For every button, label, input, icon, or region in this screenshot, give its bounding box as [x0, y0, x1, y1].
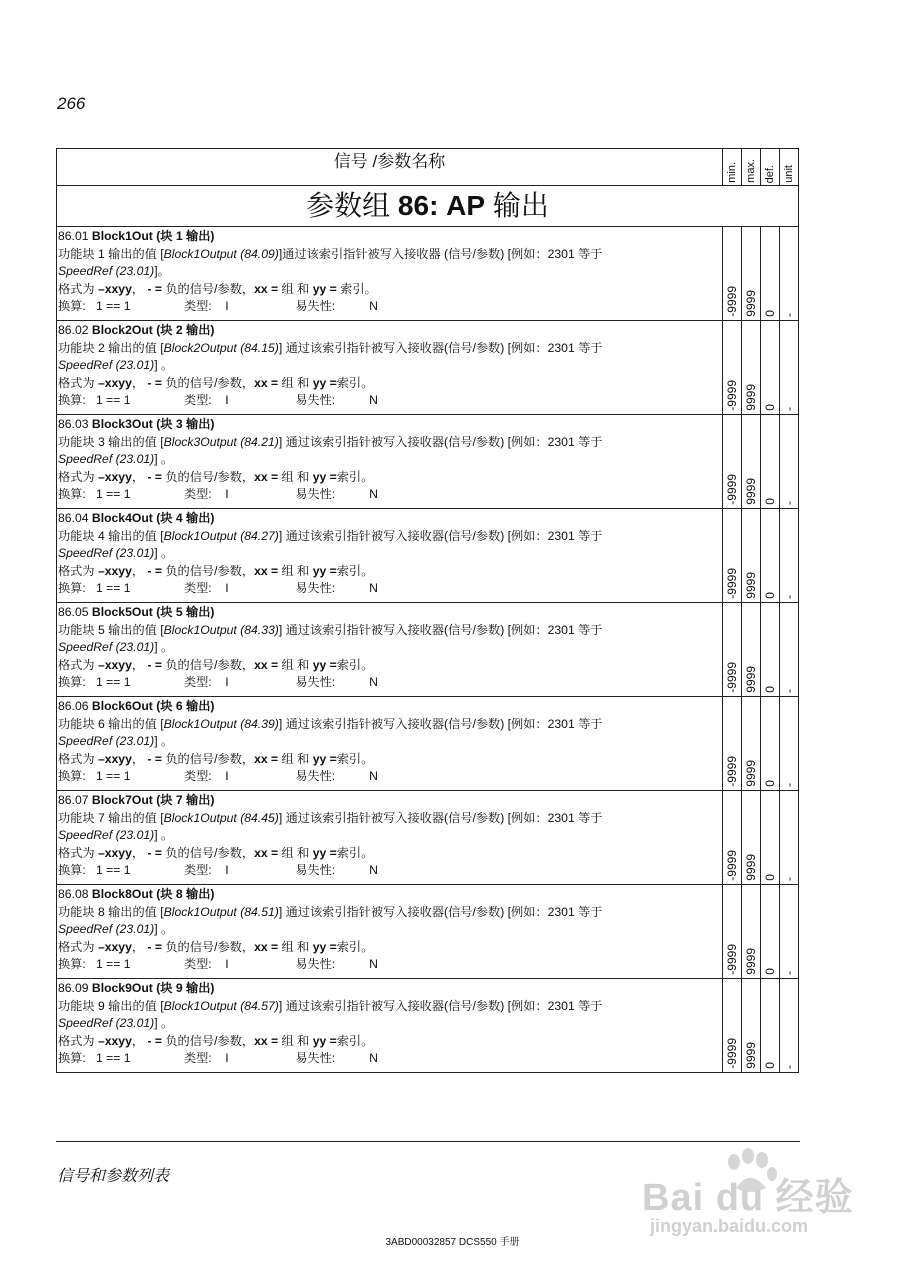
- param-description-cell: [57, 885, 723, 979]
- param-max-cell: 9999: [742, 321, 761, 415]
- param-attrs-line: 换算: 1 == 1 类型: I 易失性: N: [58, 957, 378, 972]
- param-min-cell: -9999: [723, 321, 742, 415]
- footer-section-title: 信号和参数列表: [57, 1168, 170, 1185]
- param-unit-cell: -: [780, 885, 799, 979]
- param-desc-line1: 功能块 9 输出的值 [Block1Output (84.57)] 通过该索引指针被写入接收器(信号/参数) [例如：2301 等于: [58, 998, 603, 1013]
- param-attrs-line: 换算: 1 == 1 类型: I 易失性: N: [58, 581, 378, 596]
- param-title: 86.01 Block1Out (块 1 输出): [58, 229, 215, 243]
- param-attrs-line: 换算: 1 == 1 类型: I 易失性: N: [58, 675, 378, 690]
- footer-doc-id: 3ABD00032857 DCS550 手册: [385, 1237, 520, 1248]
- param-row: [57, 415, 799, 509]
- param-desc-line1: 功能块 6 输出的值 [Block1Output (84.39)] 通过该索引指针被写入接收器(信号/参数) [例如：2301 等于: [58, 716, 603, 731]
- param-desc-line2: SpeedRef (23.01)] 。: [58, 734, 174, 749]
- param-description-cell: [57, 415, 723, 509]
- param-max-cell: 9999: [742, 697, 761, 791]
- param-max-cell: 9999: [742, 979, 761, 1073]
- param-desc-line1: 功能块 5 输出的值 [Block1Output (84.33)] 通过该索引指针被写入接收器(信号/参数) [例如：2301 等于: [58, 622, 603, 637]
- param-description-cell: [57, 603, 723, 697]
- param-desc-line2: SpeedRef (23.01)] 。: [58, 922, 174, 937]
- param-title: 86.04 Block4Out (块 4 输出): [58, 511, 215, 525]
- param-max-cell: 9999: [742, 227, 761, 321]
- watermark-url: jingyan.baidu.com: [650, 1216, 809, 1236]
- param-max-cell: 9999: [742, 415, 761, 509]
- param-min-cell: -9999: [723, 979, 742, 1073]
- param-def-cell: 0: [761, 885, 780, 979]
- param-desc-line1: 功能块 1 输出的值 [Block1Output (84.09)]通过该索引指针被写入接收器 (信号/参数) [例如：2301 等于: [58, 246, 603, 261]
- page-number: 266: [57, 94, 86, 113]
- param-row: [57, 321, 799, 415]
- param-max-cell: 9999: [742, 791, 761, 885]
- param-title: 86.09 Block9Out (块 9 输出): [58, 981, 215, 995]
- param-attrs-line: 换算: 1 == 1 类型: I 易失性: N: [58, 299, 378, 314]
- param-def-cell: 0: [761, 791, 780, 885]
- header-min: min.: [723, 149, 742, 186]
- param-attrs-line: 换算: 1 == 1 类型: I 易失性: N: [58, 863, 378, 878]
- param-max-cell: 9999: [742, 603, 761, 697]
- param-attrs-line: 换算: 1 == 1 类型: I 易失性: N: [58, 487, 378, 502]
- param-unit-cell: -: [780, 227, 799, 321]
- param-max-cell: 9999: [742, 509, 761, 603]
- param-desc-line1: 功能块 2 输出的值 [Block2Output (84.15)] 通过该索引指针被写入接收器(信号/参数) [例如：2301 等于: [58, 340, 603, 355]
- param-attrs-line: 换算: 1 == 1 类型: I 易失性: N: [58, 393, 378, 408]
- param-unit-cell: -: [780, 603, 799, 697]
- param-unit-cell: -: [780, 321, 799, 415]
- param-desc-line1: 功能块 7 输出的值 [Block1Output (84.45)] 通过该索引指针被写入接收器(信号/参数) [例如：2301 等于: [58, 810, 603, 825]
- param-def-cell: 0: [761, 321, 780, 415]
- param-description-cell: [57, 509, 723, 603]
- param-min-cell: -9999: [723, 603, 742, 697]
- param-min-cell: -9999: [723, 885, 742, 979]
- param-desc-line2: SpeedRef (23.01)] 。: [58, 452, 174, 467]
- param-description-cell: [57, 979, 723, 1073]
- param-row: [57, 227, 799, 321]
- header-unit: unit: [780, 149, 799, 186]
- param-description-cell: [57, 227, 723, 321]
- param-row: [57, 697, 799, 791]
- param-title: 86.05 Block5Out (块 5 输出): [58, 605, 215, 619]
- param-row: [57, 603, 799, 697]
- param-desc-line2: SpeedRef (23.01)] 。: [58, 1016, 174, 1031]
- param-unit-cell: -: [780, 509, 799, 603]
- param-format-line: 格式为 –xxyy， - = 负的信号/参数，xx = 组 和 yy =索引。: [58, 845, 374, 860]
- param-format-line: 格式为 –xxyy， - = 负的信号/参数，xx = 组 和 yy =索引。: [58, 563, 374, 578]
- param-format-line: 格式为 –xxyy， - = 负的信号/参数，xx = 组 和 yy = 索引。: [58, 281, 377, 296]
- param-title: 86.06 Block6Out (块 6 输出): [58, 699, 215, 713]
- param-row: [57, 885, 799, 979]
- param-unit-cell: -: [780, 697, 799, 791]
- param-def-cell: 0: [761, 227, 780, 321]
- param-unit-cell: -: [780, 791, 799, 885]
- param-min-cell: -9999: [723, 791, 742, 885]
- param-format-line: 格式为 –xxyy， - = 负的信号/参数，xx = 组 和 yy =索引。: [58, 939, 374, 954]
- param-unit-cell: -: [780, 415, 799, 509]
- param-desc-line2: SpeedRef (23.01)] 。: [58, 640, 174, 655]
- param-min-cell: -9999: [723, 509, 742, 603]
- param-min-cell: -9999: [723, 697, 742, 791]
- param-def-cell: 0: [761, 979, 780, 1073]
- param-def-cell: 0: [761, 697, 780, 791]
- param-desc-line1: 功能块 4 输出的值 [Block1Output (84.27)] 通过该索引指针被写入接收器(信号/参数) [例如：2301 等于: [58, 528, 603, 543]
- param-desc-line1: 功能块 8 输出的值 [Block1Output (84.51)] 通过该索引指针被写入接收器(信号/参数) [例如：2301 等于: [58, 904, 603, 919]
- group-title-row: [57, 186, 799, 227]
- param-title: 86.07 Block7Out (块 7 输出): [58, 793, 215, 807]
- param-title: 86.08 Block8Out (块 8 输出): [58, 887, 215, 901]
- param-min-cell: -9999: [723, 227, 742, 321]
- group-title: 参数组 86: AP 输出: [57, 186, 799, 227]
- parameter-table: [56, 148, 799, 1073]
- param-row: [57, 979, 799, 1073]
- param-description-cell: [57, 791, 723, 885]
- param-min-cell: -9999: [723, 415, 742, 509]
- param-title: 86.02 Block2Out (块 2 输出): [58, 323, 215, 337]
- param-format-line: 格式为 –xxyy， - = 负的信号/参数，xx = 组 和 yy =索引。: [58, 469, 374, 484]
- param-row: [57, 791, 799, 885]
- header-title: 信号 /参数名称: [57, 149, 723, 186]
- header-max: max.: [742, 149, 761, 186]
- footer-divider: [56, 1141, 800, 1142]
- param-def-cell: 0: [761, 603, 780, 697]
- param-attrs-line: 换算: 1 == 1 类型: I 易失性: N: [58, 1051, 378, 1066]
- param-format-line: 格式为 –xxyy， - = 负的信号/参数，xx = 组 和 yy =索引。: [58, 375, 374, 390]
- header-def: def.: [761, 149, 780, 186]
- param-desc-line2: SpeedRef (23.01)]。: [58, 264, 170, 279]
- param-def-cell: 0: [761, 415, 780, 509]
- param-title: 86.03 Block3Out (块 3 输出): [58, 417, 215, 431]
- param-desc-line2: SpeedRef (23.01)] 。: [58, 358, 174, 373]
- param-row: [57, 509, 799, 603]
- table-header-row: [57, 149, 799, 186]
- param-def-cell: 0: [761, 509, 780, 603]
- param-unit-cell: -: [780, 979, 799, 1073]
- param-attrs-line: 换算: 1 == 1 类型: I 易失性: N: [58, 769, 378, 784]
- param-desc-line1: 功能块 3 输出的值 [Block3Output (84.21)] 通过该索引指针被写入接收器(信号/参数) [例如：2301 等于: [58, 434, 603, 449]
- param-desc-line2: SpeedRef (23.01)] 。: [58, 546, 174, 561]
- param-description-cell: [57, 321, 723, 415]
- param-description-cell: [57, 697, 723, 791]
- watermark-logo: Bai du 经验: [642, 1177, 854, 1219]
- param-format-line: 格式为 –xxyy， - = 负的信号/参数，xx = 组 和 yy =索引。: [58, 751, 374, 766]
- param-max-cell: 9999: [742, 885, 761, 979]
- param-desc-line2: SpeedRef (23.01)] 。: [58, 828, 174, 843]
- param-format-line: 格式为 –xxyy， - = 负的信号/参数，xx = 组 和 yy =索引。: [58, 657, 374, 672]
- param-format-line: 格式为 –xxyy， - = 负的信号/参数，xx = 组 和 yy =索引。: [58, 1033, 374, 1048]
